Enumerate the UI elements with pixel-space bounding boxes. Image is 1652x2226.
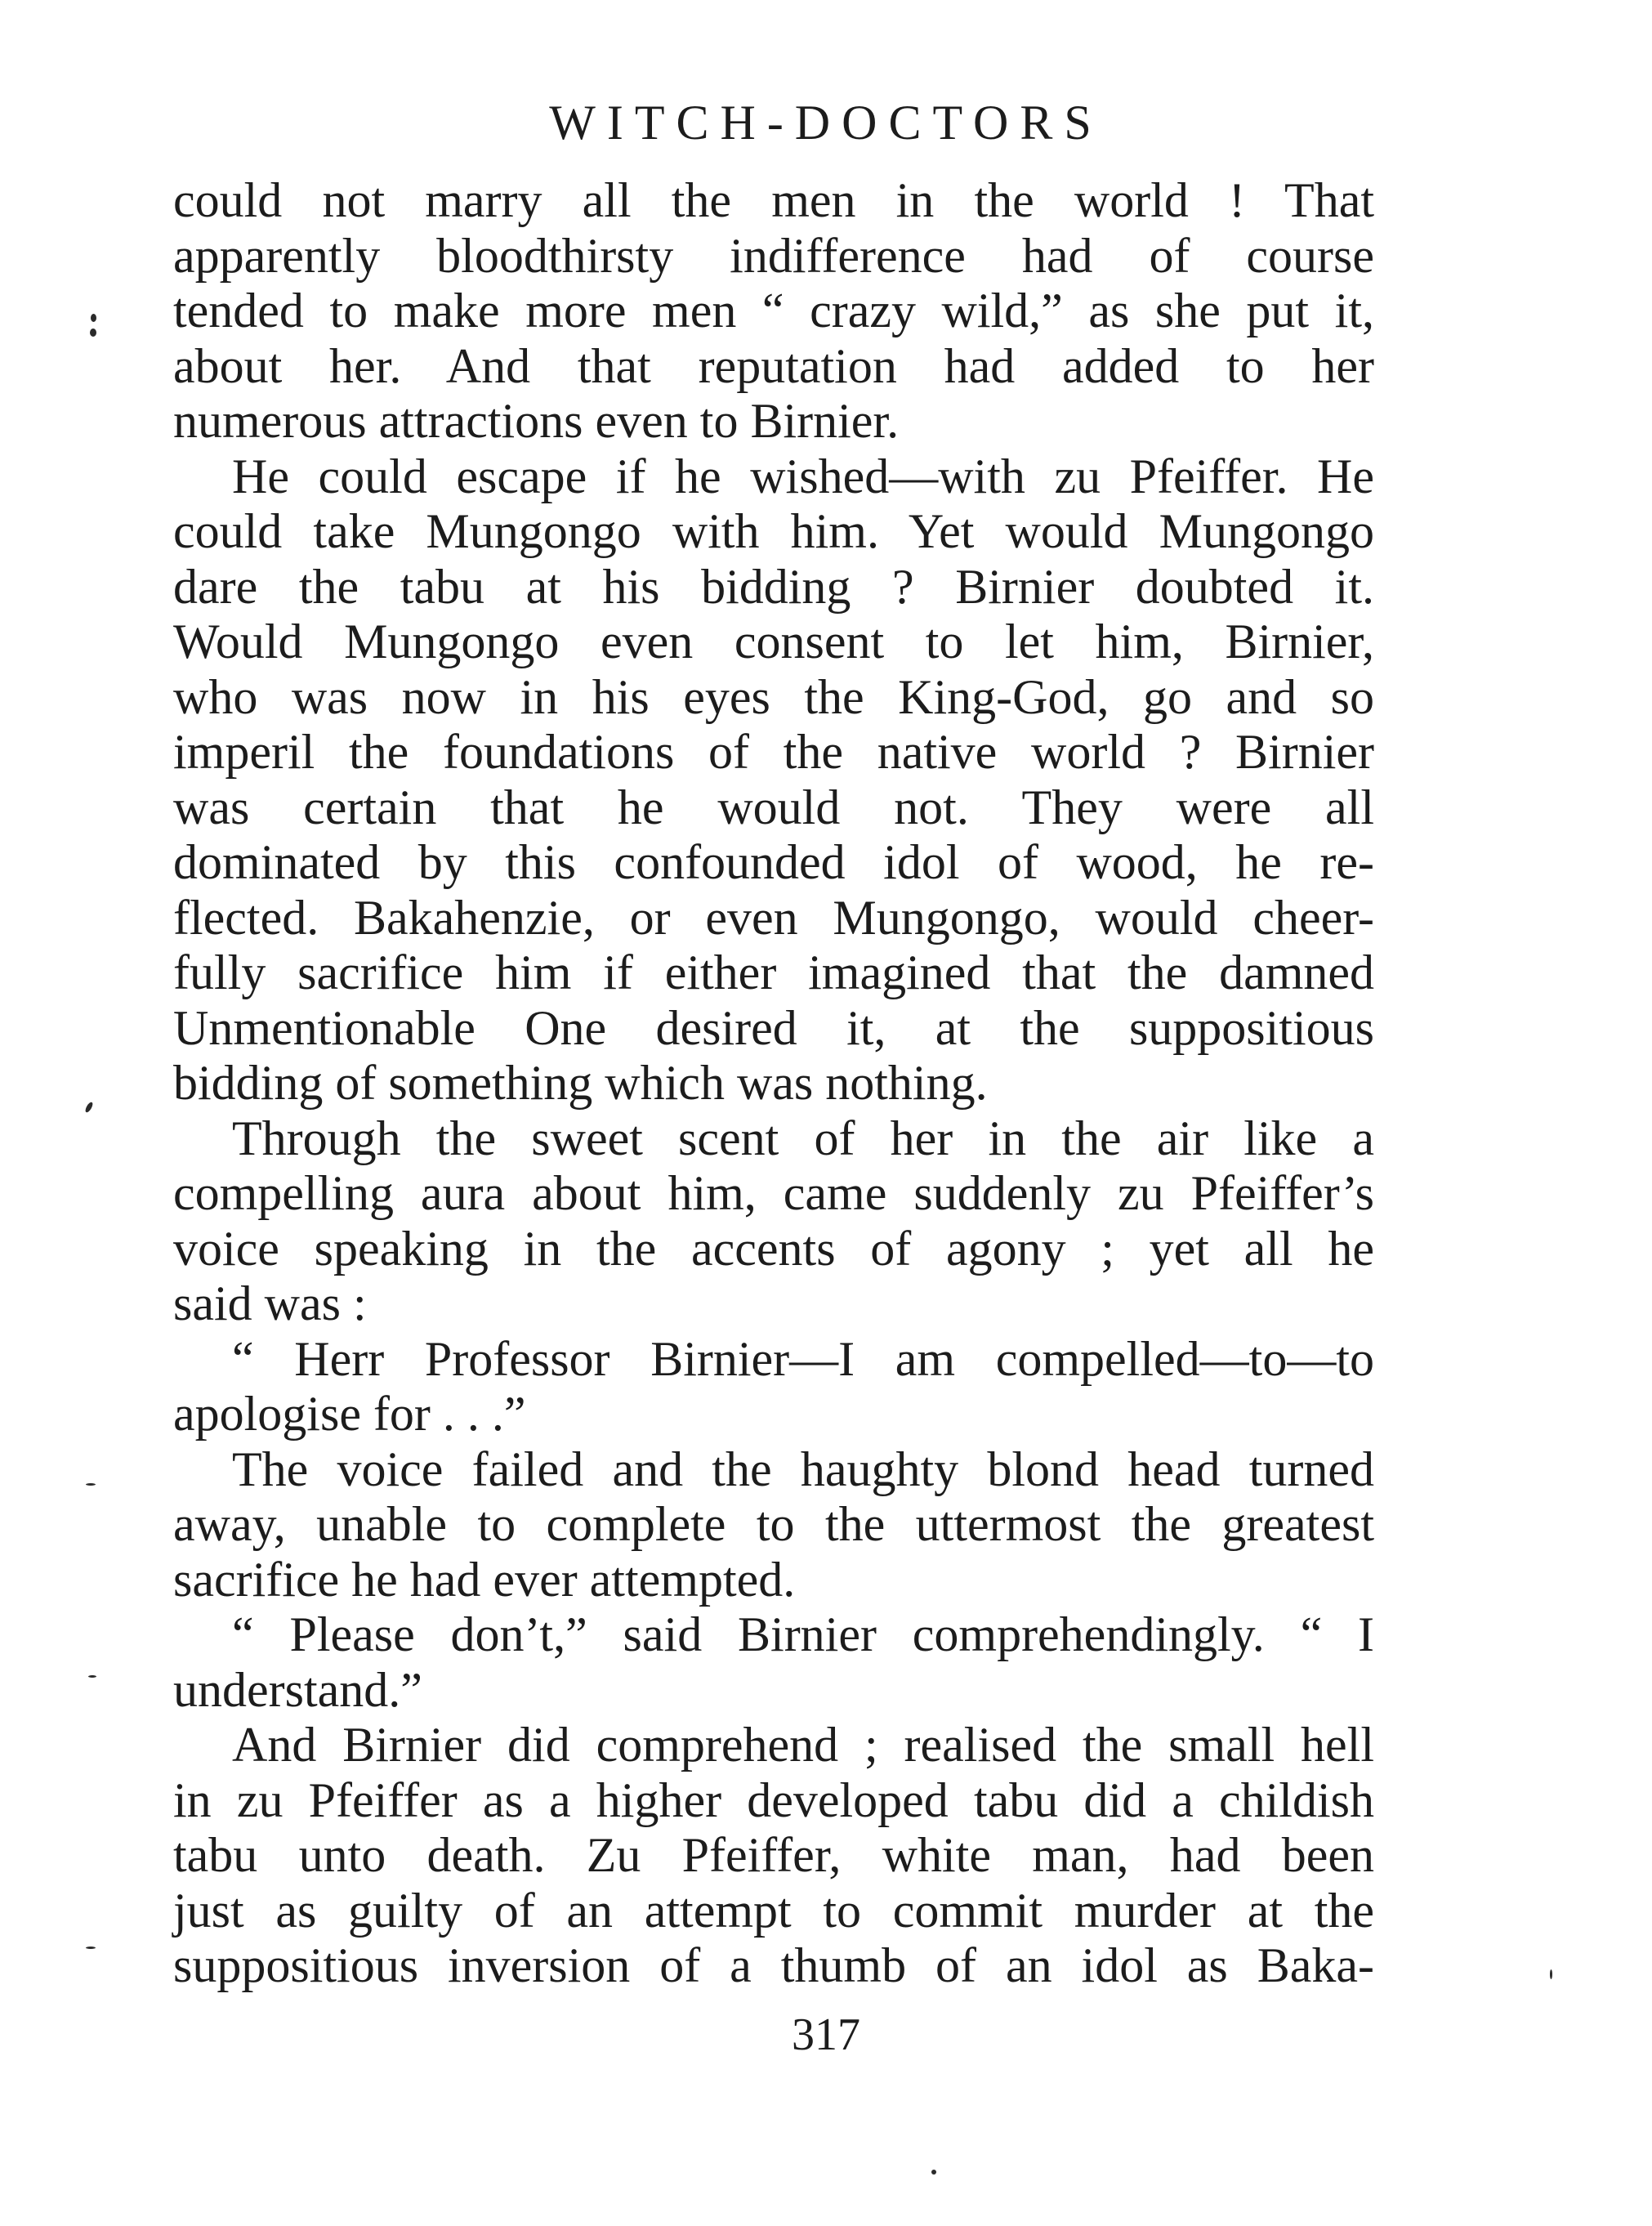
text-line: The voice failed and the haughty blond head turned (232, 1442, 1374, 1496)
text-line: Unmentionable One desired it, at the suppositious (173, 1000, 1374, 1055)
text-line: imperil the foundations of the native world ? Birnier (173, 725, 1374, 779)
margin-speck (91, 314, 96, 322)
page-number: 317 (792, 2009, 860, 2060)
text-line: sacrifice he had ever attempted. (173, 1552, 796, 1607)
text-line: fully sacrifice him if either imagined that the damned (173, 945, 1374, 999)
text-line: numerous attractions even to Birnier. (173, 394, 900, 448)
margin-speck (84, 1101, 94, 1113)
text-line: in zu Pfeiffer as a higher developed tabu did a childish (173, 1772, 1374, 1827)
text-line: said was : (173, 1276, 367, 1330)
text-line: understand.” (173, 1662, 422, 1717)
margin-speck (86, 1947, 96, 1949)
text-line: And Birnier did comprehend ; realised the small hell (232, 1718, 1374, 1772)
text-line: “ Please don’t,” said Birnier comprehendingly. “ I (232, 1607, 1374, 1661)
text-line: about her. And that reputation had added to her (173, 338, 1374, 393)
text-line: Would Mungongo even consent to let him, Birnier, (173, 615, 1374, 668)
text-line: apparently bloodthirsty indifference had of course (173, 228, 1374, 283)
text-line: suppositious inversion of a thumb of an idol as Baka- (173, 1938, 1374, 1992)
text-line: who was now in his eyes the King-God, go and so (173, 669, 1374, 724)
text-line: just as guilty of an attempt to commit murder at the (173, 1883, 1374, 1938)
text-line: “ Herr Professor Birnier—I am compelled—to—to (232, 1331, 1374, 1386)
body-text (173, 173, 1374, 1994)
text-line: bidding of something which was nothing. (173, 1056, 988, 1110)
text-line: tabu unto death. Zu Pfeiffer, white man, had been (173, 1828, 1374, 1882)
text-line: compelling aura about him, came suddenly zu Pfeiffer’s (173, 1166, 1374, 1220)
text-line: could not marry all the men in the world ! That (173, 173, 1374, 227)
text-line: voice speaking in the accents of agony ; yet all he (173, 1221, 1374, 1276)
text-line: was certain that he would not. They were all (173, 780, 1374, 834)
text-line: could take Mungongo with him. Yet would Mungongo (173, 504, 1374, 558)
text-line: Through the sweet scent of her in the air like a (232, 1111, 1374, 1165)
text-line: dare the tabu at his bidding ? Birnier doubted it. (173, 559, 1374, 614)
margin-speck (1550, 1969, 1552, 1979)
text-line: away, unable to complete to the uttermost the greatest (173, 1497, 1374, 1551)
margin-speck (931, 2170, 936, 2175)
running-head: WITCH-DOCTORS (549, 96, 1103, 150)
margin-speck (90, 329, 96, 337)
margin-speck (88, 1675, 96, 1678)
margin-speck (86, 1483, 96, 1486)
text-line: flected. Bakahenzie, or even Mungongo, would cheer- (173, 890, 1374, 945)
text-line: He could escape if he wished—with zu Pfeiffer. He (232, 449, 1374, 503)
text-line: tended to make more men “ crazy wild,” as she put it, (173, 284, 1374, 337)
text-line: apologise for . . .” (173, 1387, 526, 1441)
text-line: dominated by this confounded idol of wood, he re- (173, 835, 1374, 889)
